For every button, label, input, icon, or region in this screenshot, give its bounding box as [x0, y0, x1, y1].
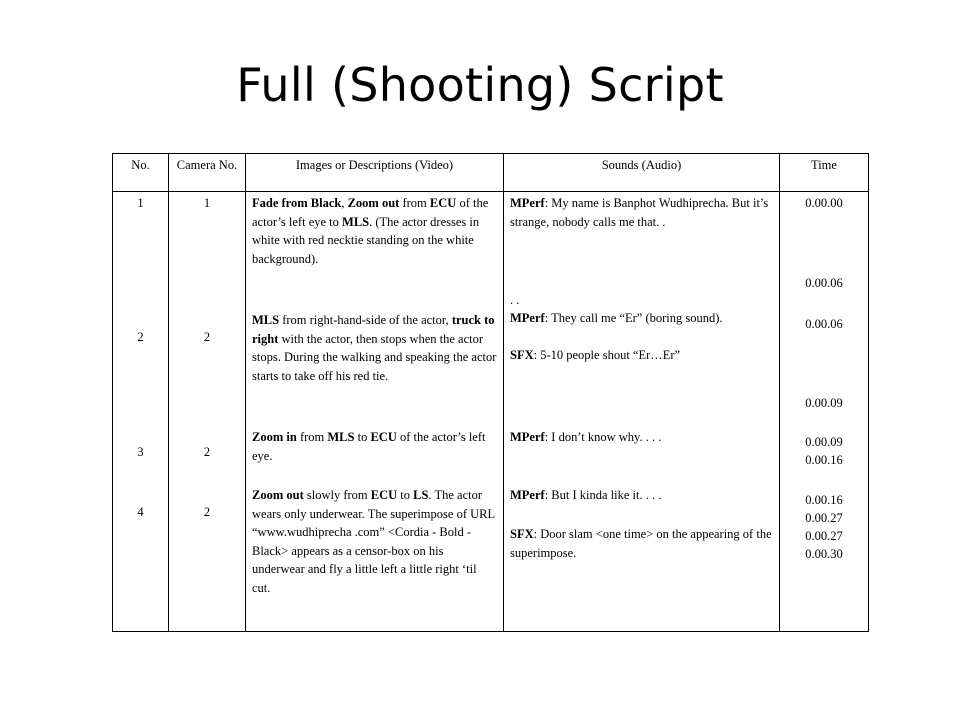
- audio-line: MPerf: But I kinda like it. . . .: [510, 488, 662, 502]
- bold-term: Zoom out: [252, 488, 304, 502]
- scene-number: 2: [137, 330, 144, 344]
- scene-number: 4: [137, 505, 144, 519]
- audio-line: MPerf: They call me “Er” (boring sound).: [510, 311, 723, 325]
- timecode: 0.00.16: [805, 453, 843, 467]
- bold-term: LS: [413, 488, 429, 502]
- no-column-cell: [113, 192, 169, 632]
- audio-line: MPerf: My name is Banphot Wudhiprecha. But it’s strange, nobody calls me that. .: [510, 196, 769, 229]
- timecode: 0.00.09: [805, 435, 843, 449]
- bold-term: MLS: [342, 214, 370, 229]
- timecode: 0.00.27: [805, 511, 843, 525]
- bold-term: ECU: [429, 196, 457, 210]
- header-time: Time: [780, 154, 869, 192]
- bold-term: SFX: [510, 348, 534, 362]
- bold-term: truck to right: [252, 313, 495, 346]
- table-header-row: [113, 154, 869, 192]
- bold-term: Fade from Black: [252, 196, 342, 210]
- timecode: 0.00.06: [805, 317, 843, 331]
- bold-term: ECU: [370, 488, 398, 502]
- audio-column-cell: [504, 192, 780, 632]
- timecode: 0.00.06: [805, 276, 843, 290]
- audio-line: SFX: Door slam <one time> on the appearing of the superimpose.: [510, 527, 772, 560]
- audio-line: MPerf: I don’t know why. . . .: [510, 430, 662, 444]
- bold-term: MPerf: [510, 196, 545, 210]
- bold-term: MPerf: [510, 311, 545, 325]
- timecode: 0.00.09: [805, 396, 843, 410]
- video-description: Fade from Black, Zoom out from ECU of the actor’s left eye to MLS. (The actor dresses in white with red necktie standing on the white background).: [252, 196, 489, 266]
- audio-line: . .: [510, 293, 520, 307]
- time-column-cell: [780, 192, 869, 632]
- camera-number: 2: [203, 330, 211, 344]
- header-audio: Sounds (Audio): [504, 154, 780, 192]
- header-camera-no: Camera No.: [169, 154, 246, 192]
- shooting-script-table: [112, 153, 869, 632]
- header-video: Images or Descriptions (Video): [246, 154, 504, 192]
- timecode: 0.00.16: [805, 493, 843, 507]
- bold-term: Zoom out: [347, 196, 400, 210]
- bold-term: MPerf: [510, 488, 545, 502]
- bold-term: MLS: [327, 430, 355, 444]
- bold-term: ECU: [370, 430, 397, 444]
- timecode: 0.00.27: [805, 529, 843, 543]
- video-description: Zoom in from MLS to ECU of the actor’s left eye.: [252, 430, 486, 463]
- timecode: 0.00.00: [805, 196, 843, 210]
- video-column-cell: [246, 192, 504, 632]
- timecode: 0.00.30: [805, 547, 843, 561]
- bold-term: Zoom in: [252, 430, 297, 444]
- camera-number: 2: [203, 505, 211, 519]
- bold-term: MLS: [252, 313, 280, 327]
- audio-line: SFX: 5-10 people shout “Er…Er”: [510, 348, 681, 362]
- camera-column-cell: [169, 192, 246, 632]
- scene-number: 1: [137, 196, 144, 210]
- camera-number: 2: [203, 445, 211, 459]
- slide-title: Full (Shooting) Script: [236, 58, 724, 112]
- scene-number: 3: [137, 445, 144, 459]
- table-row: [113, 192, 869, 632]
- camera-number: 1: [203, 196, 211, 210]
- header-no: No.: [113, 154, 169, 192]
- video-description: MLS from right-hand-side of the actor, truck to right with the actor, then stops when the actor stops. During the walking and speaking the actor starts to take off his red tie.: [252, 313, 497, 383]
- video-description: Zoom out slowly from ECU to LS. The actor wears only underwear. The superimpose of URL “www.wudhiprecha .com” <Cordia - Bold - Black> appears as a censor-box on his underwear and fly a little left a little right ‘til cut.: [252, 488, 495, 595]
- bold-term: SFX: [510, 527, 534, 541]
- bold-term: MPerf: [510, 430, 545, 444]
